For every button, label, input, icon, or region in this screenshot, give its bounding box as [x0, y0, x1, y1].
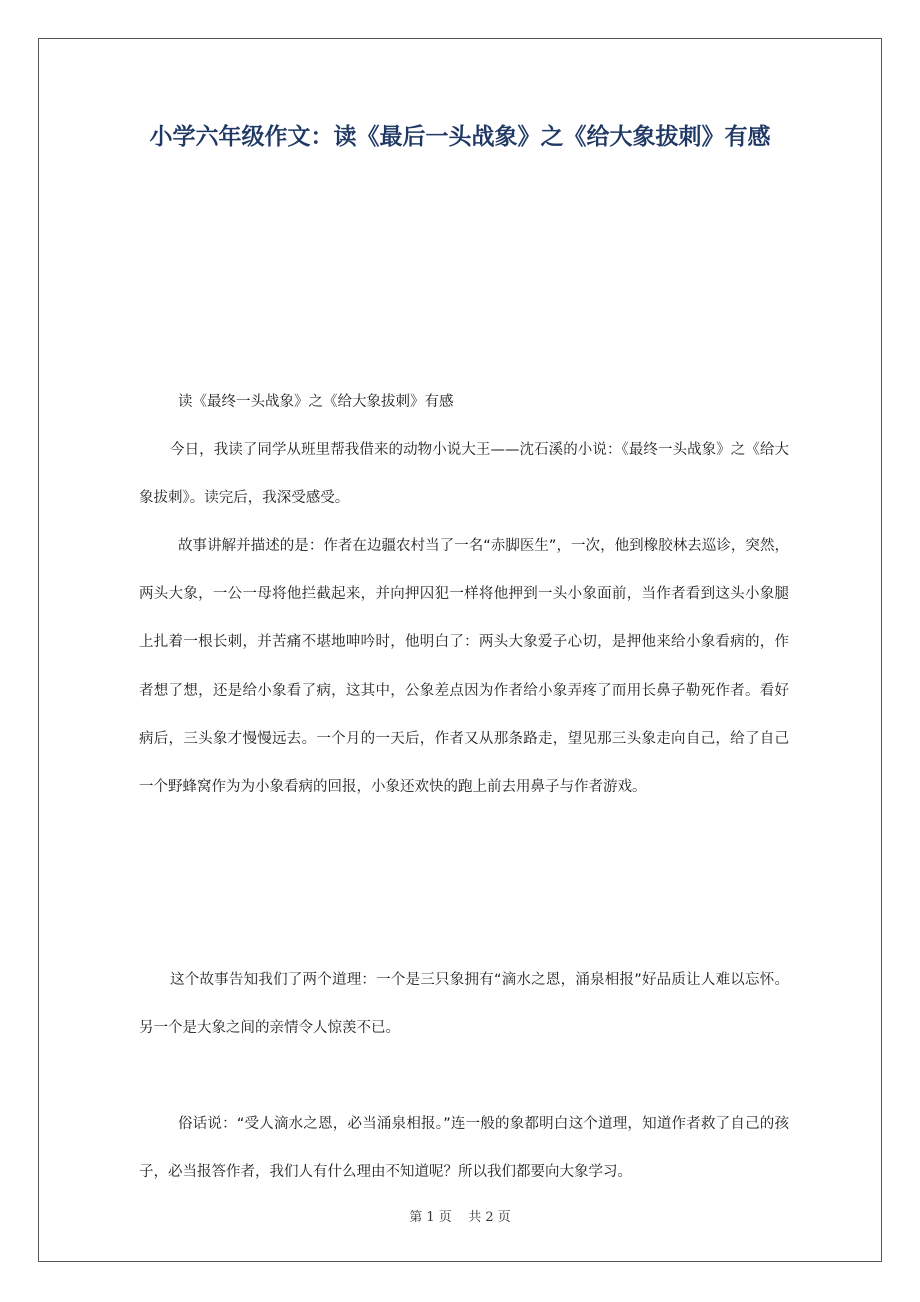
paragraph-intro: 今日，我读了同学从班里帮我借来的动物小说大王——沈石溪的小说：《最终一头战象》之《给大象拔刺》。读完后，我深受感受。: [139, 442, 789, 507]
paragraph-story: 故事讲解并描述的是：作者在边疆农村当了一名“赤脚医生”，一次，他到橡胶林去巡诊，突然，两头大象，一公一母将他拦截起来，并向押囚犯一样将他押到一头小象面前，当作者看到这头小象腿上扎着一根长刺，并苦痛不堪地呻吟时，他明白了：两头大象爱子心切，是押他来给小象看病的，作者想了想，还是给小象看了病，这其中，公象差点因为作者给小象弄疼了而用长鼻子勒死作者。看好病后，三头象才慢慢远去。一个月的一天后，作者又从那条路走，望见那三头象走向自己，给了自己一个野蜂窝作为为小象看病的回报，小象还欢快的跑上前去用鼻子与作者游戏。: [139, 538, 789, 796]
article-subtitle: 读《最终一头战象》之《给大象拔刺》有感: [178, 394, 454, 410]
document-title: 小学六年级作文：读《最后一头战象》之《给大象拔刺》有感: [149, 124, 771, 150]
page-number-footer: 第 1 页 共 2 页: [409, 1210, 511, 1225]
paragraph-saying: 俗话说：“受人滴水之恩，必当涌泉相报。”连一般的象都明白这个道理，知道作者救了自己的孩子，必当报答作者，我们人有什么理由不知道呢？所以我们都要向大象学习。: [139, 1116, 789, 1181]
paragraph-lesson: 这个故事告知我们了两个道理：一个是三只象拥有“滴水之恩，涌泉相报”好品质让人难以忘怀。另一个是大象之间的亲情令人惊羡不已。: [139, 972, 789, 1037]
